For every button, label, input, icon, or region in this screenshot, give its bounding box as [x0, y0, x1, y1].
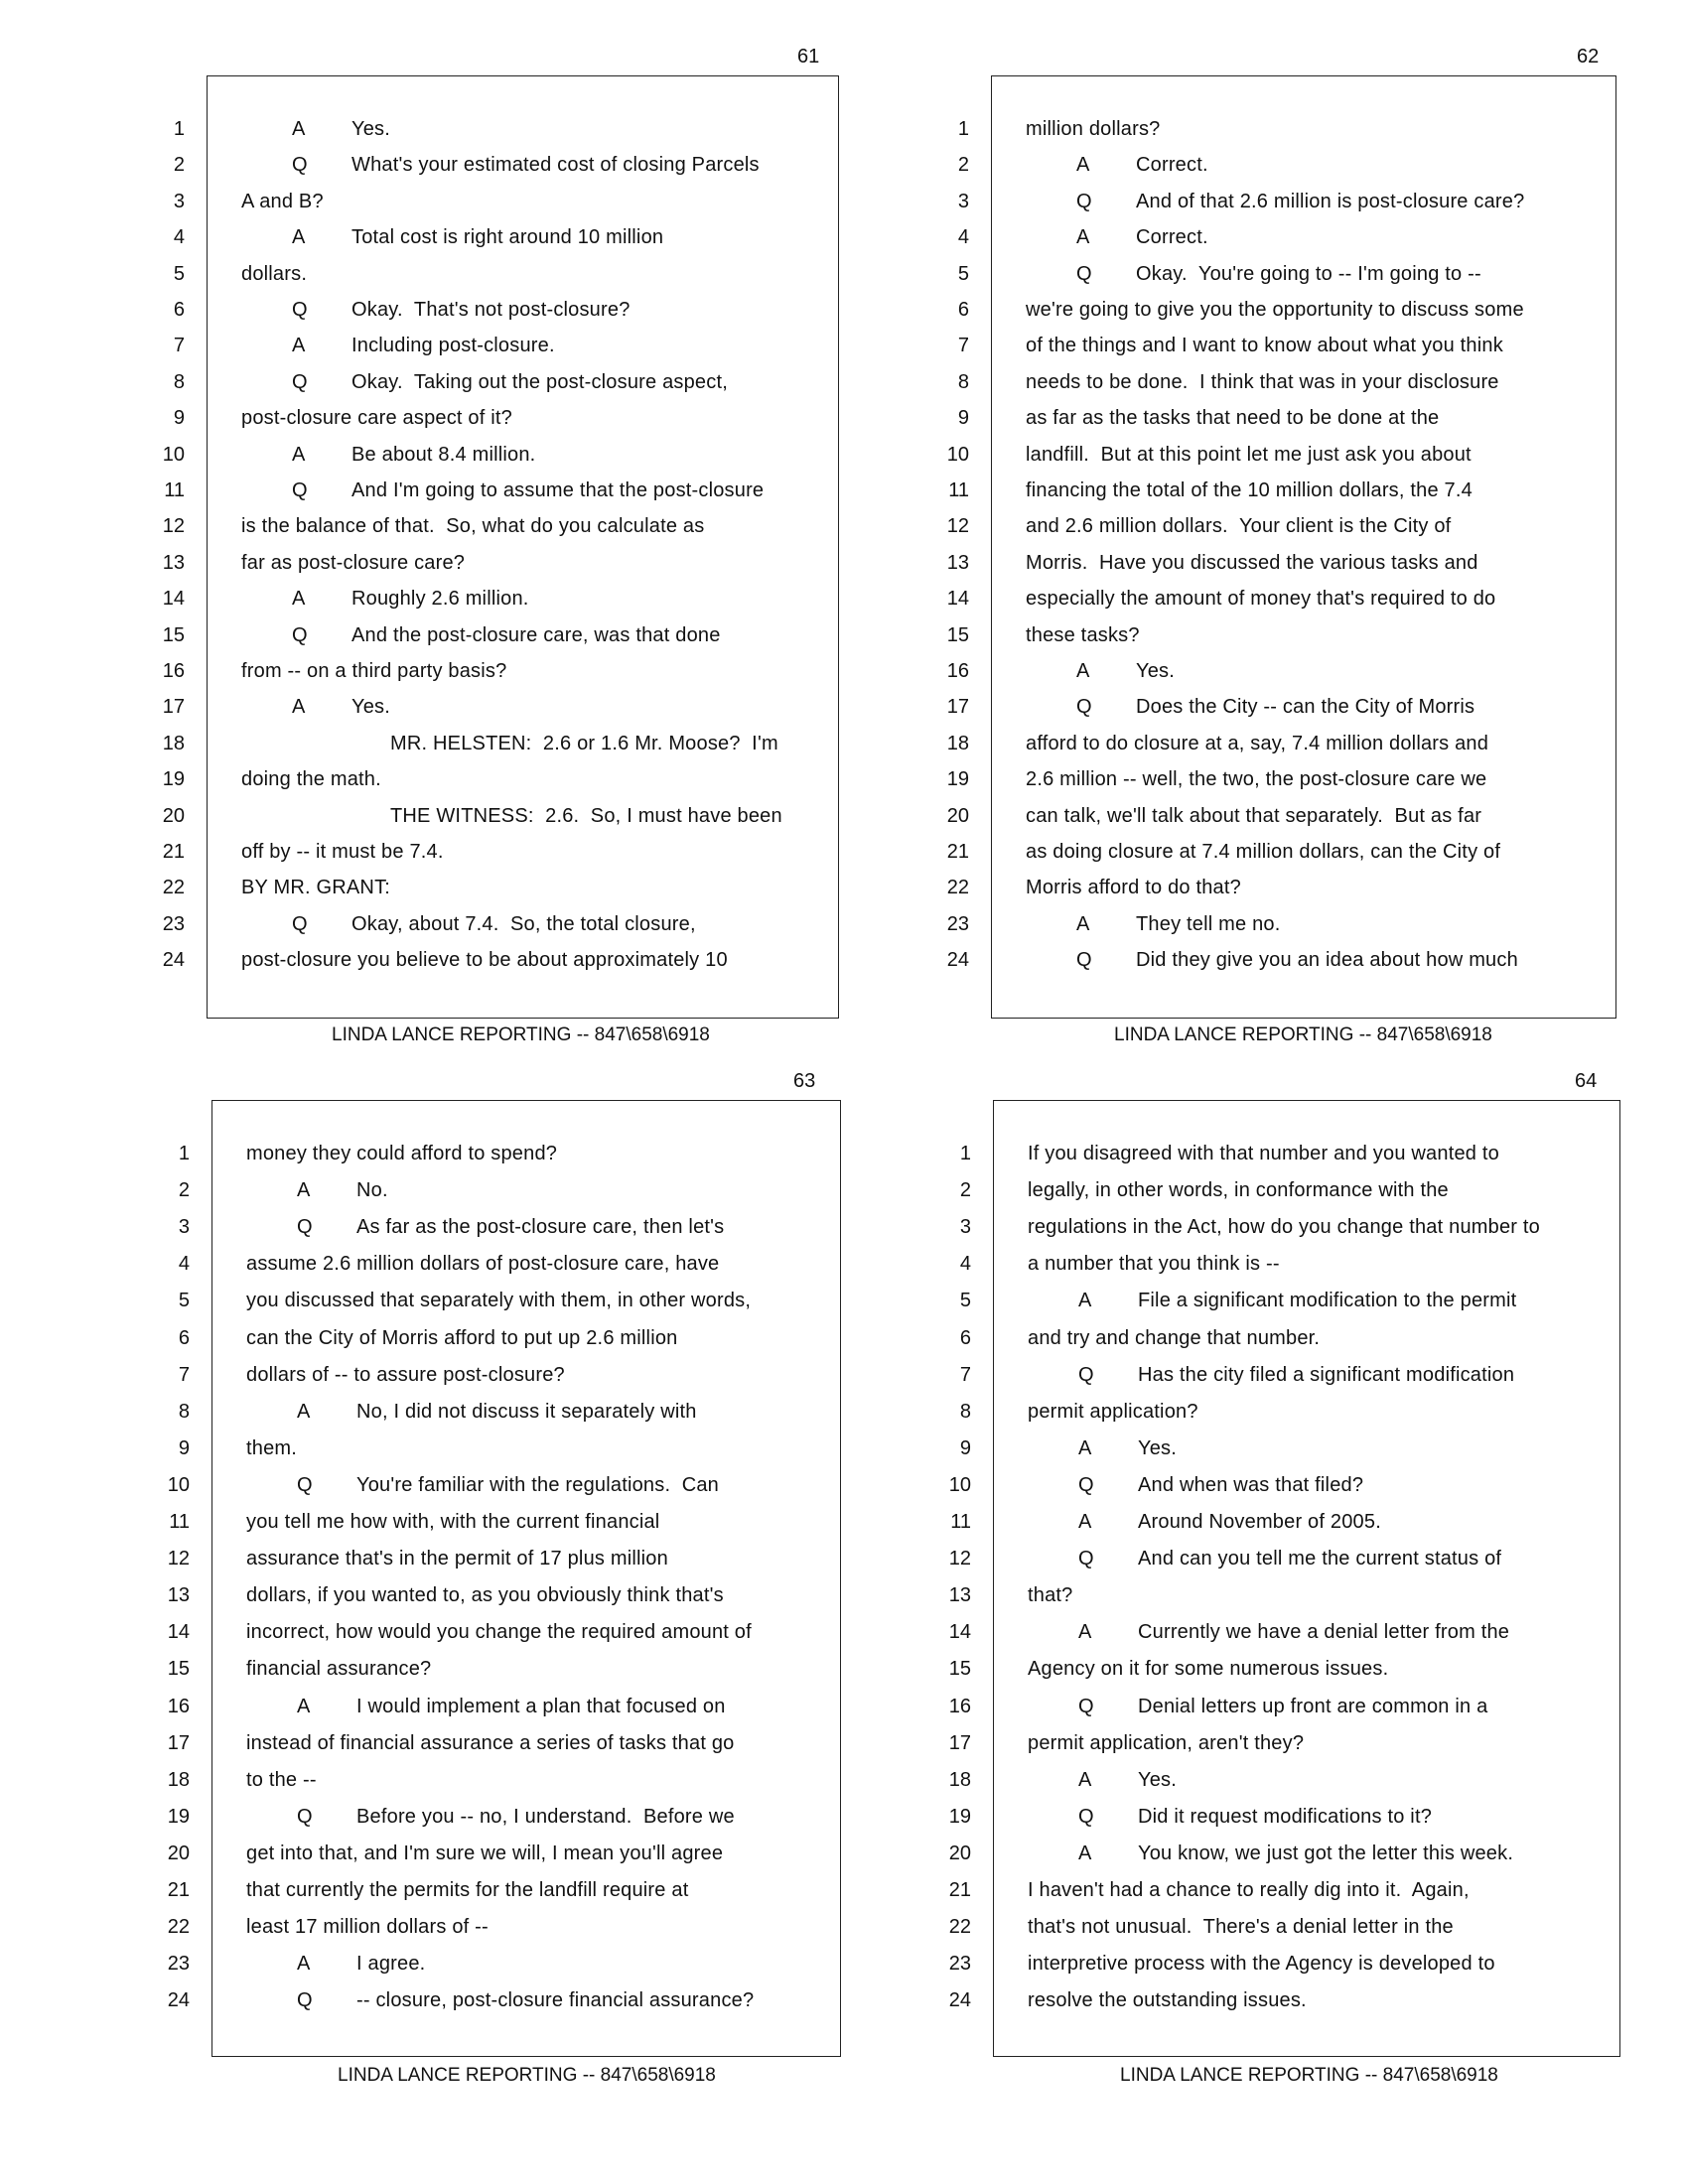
testimony-line: permit application? [1028, 1400, 1198, 1423]
testimony-line: dollars of -- to assure post-closure? [246, 1363, 565, 1386]
line-number: 21 [162, 841, 185, 863]
speaker-marker: Q [297, 1805, 313, 1828]
line-number: 14 [167, 1621, 190, 1644]
line-number: 15 [946, 623, 969, 646]
testimony-line: incorrect, how would you change the required amount of [246, 1621, 752, 1644]
line-number: 21 [946, 841, 969, 863]
line-number: 4 [957, 226, 969, 249]
testimony-line: especially the amount of money that's required to do [1026, 588, 1496, 611]
testimony-line: A and B? [241, 190, 324, 212]
testimony-line: Correct. [1136, 154, 1208, 177]
line-number: 5 [957, 262, 969, 285]
speaker-marker: A [297, 1695, 311, 1717]
testimony-line: doing the math. [241, 768, 381, 791]
line-number: 7 [178, 1363, 190, 1386]
line-number: 4 [173, 226, 185, 249]
testimony-line: Morris afford to do that? [1026, 877, 1241, 899]
testimony-line: post-closure you believe to be about approximately 10 [241, 949, 728, 972]
line-number: 13 [948, 1584, 971, 1607]
testimony-line: Yes. [1138, 1768, 1177, 1791]
line-number: 9 [957, 407, 969, 430]
line-number: 11 [950, 1511, 971, 1533]
testimony-line: Denial letters up front are common in a [1138, 1695, 1488, 1717]
testimony-line: that's not unusual. There's a denial letter in the [1028, 1916, 1454, 1939]
speaker-marker: A [297, 1953, 311, 1976]
line-number: 12 [948, 1548, 971, 1570]
line-number: 19 [946, 768, 969, 791]
testimony-line: legally, in other words, in conformance with the [1028, 1179, 1449, 1202]
speaker-marker: A [292, 696, 306, 719]
testimony-line: resolve the outstanding issues. [1028, 1989, 1307, 2012]
speaker-marker: Q [292, 479, 308, 501]
reporter-footer: LINDA LANCE REPORTING -- 847\658\6918 [1120, 2065, 1498, 2086]
line-number: 17 [946, 696, 969, 719]
testimony-line: BY MR. GRANT: [241, 877, 391, 899]
testimony-line: post-closure care aspect of it? [241, 407, 512, 430]
speaker-marker: A [297, 1400, 311, 1423]
testimony-line: And of that 2.6 million is post-closure care? [1136, 190, 1525, 212]
testimony-line: to the -- [246, 1768, 317, 1791]
testimony-line: No, I did not discuss it separately with [356, 1400, 697, 1423]
line-number: 20 [948, 1842, 971, 1864]
testimony-line: and 2.6 million dollars. Your client is the City of [1026, 515, 1452, 538]
line-number: 16 [946, 660, 969, 682]
reporter-footer: LINDA LANCE REPORTING -- 847\658\6918 [1114, 1024, 1492, 1045]
speaker-marker: A [1078, 1511, 1092, 1533]
testimony-line: Yes. [351, 118, 390, 140]
page-border [211, 1100, 841, 2057]
line-number: 13 [167, 1584, 190, 1607]
testimony-line: Roughly 2.6 million. [351, 588, 529, 611]
speaker-marker: Q [1078, 1548, 1094, 1570]
line-number: 1 [178, 1143, 190, 1164]
line-number: 12 [162, 515, 185, 538]
line-number: 5 [178, 1290, 190, 1312]
speaker-marker: Q [292, 912, 308, 935]
testimony-line: What's your estimated cost of closing Parcels [351, 154, 760, 177]
line-number: 11 [169, 1511, 190, 1533]
testimony-line: I would implement a plan that focused on [356, 1695, 726, 1717]
line-number: 10 [948, 1473, 971, 1496]
line-number: 12 [946, 515, 969, 538]
speaker-marker: A [1076, 912, 1090, 935]
speaker-marker: A [292, 335, 306, 357]
line-number: 2 [957, 154, 969, 177]
testimony-line: -- closure, post-closure financial assurance? [356, 1989, 755, 2012]
testimony-line: Has the city filed a significant modification [1138, 1363, 1515, 1386]
speaker-marker: A [1076, 226, 1090, 249]
testimony-line: I haven't had a chance to really dig into it. Again, [1028, 1879, 1470, 1901]
testimony-line: as far as the tasks that need to be done at the [1026, 407, 1440, 430]
line-number: 24 [162, 949, 185, 972]
testimony-line: interpretive process with the Agency is developed to [1028, 1953, 1495, 1976]
line-number: 4 [959, 1253, 971, 1276]
testimony-line: Yes. [1138, 1436, 1177, 1459]
line-number: 15 [167, 1658, 190, 1681]
testimony-line: Including post-closure. [351, 335, 555, 357]
line-number: 18 [162, 732, 185, 754]
testimony-line: landfill. But at this point let me just ask you about [1026, 443, 1472, 466]
testimony-line: these tasks? [1026, 623, 1140, 646]
testimony-line: financing the total of the 10 million dollars, the 7.4 [1026, 479, 1473, 501]
line-number: 12 [167, 1548, 190, 1570]
testimony-line: them. [246, 1436, 298, 1459]
speaker-marker: Q [297, 1989, 313, 2012]
line-number: 8 [957, 370, 969, 393]
speaker-marker: A [297, 1179, 311, 1202]
speaker-marker: Q [1078, 1695, 1094, 1717]
line-number: 1 [957, 118, 969, 140]
testimony-line: money they could afford to spend? [246, 1143, 558, 1164]
line-number: 16 [167, 1695, 190, 1717]
testimony-line: As far as the post-closure care, then let's [356, 1216, 725, 1239]
line-number: 23 [946, 912, 969, 935]
line-number: 6 [178, 1326, 190, 1349]
speaker-marker: A [1076, 154, 1090, 177]
speaker-marker: A [292, 443, 306, 466]
testimony-line: No. [356, 1179, 388, 1202]
testimony-line: Yes. [351, 696, 390, 719]
speaker-marker: A [292, 588, 306, 611]
line-number: 13 [946, 551, 969, 574]
testimony-line: dollars, if you wanted to, as you obviously think that's [246, 1584, 724, 1607]
testimony-line: as doing closure at 7.4 million dollars, can the City of [1026, 841, 1501, 863]
speaker-marker: A [1076, 660, 1090, 682]
line-number: 22 [946, 877, 969, 899]
testimony-line: If you disagreed with that number and you wanted to [1028, 1143, 1499, 1164]
line-number: 13 [162, 551, 185, 574]
testimony-line: Did they give you an idea about how much [1136, 949, 1518, 972]
testimony-line: Before you -- no, I understand. Before we [356, 1805, 735, 1828]
line-number: 16 [948, 1695, 971, 1717]
line-number: 11 [164, 479, 185, 501]
line-number: 14 [948, 1621, 971, 1644]
testimony-line: Okay. You're going to -- I'm going to -- [1136, 262, 1481, 285]
line-number: 23 [948, 1953, 971, 1976]
line-number: 18 [167, 1768, 190, 1791]
testimony-line: Around November of 2005. [1138, 1511, 1381, 1533]
testimony-line: And I'm going to assume that the post-closure [351, 479, 765, 501]
line-number: 9 [173, 407, 185, 430]
speaker-marker: Q [1078, 1363, 1094, 1386]
line-number: 22 [948, 1916, 971, 1939]
testimony-line: instead of financial assurance a series of tasks that go [246, 1731, 735, 1754]
testimony-line: of the things and I want to know about what you think [1026, 335, 1503, 357]
line-number: 3 [959, 1216, 971, 1239]
testimony-line: Morris. Have you discussed the various tasks and [1026, 551, 1478, 574]
testimony-line: afford to do closure at a, say, 7.4 million dollars and [1026, 732, 1489, 754]
line-number: 15 [162, 623, 185, 646]
testimony-line: you discussed that separately with them, in other words, [246, 1290, 752, 1312]
testimony-line: can talk, we'll talk about that separately. But as far [1026, 804, 1482, 827]
speaker-marker: A [1078, 1842, 1092, 1864]
line-number: 23 [167, 1953, 190, 1976]
speaker-marker: A [1078, 1621, 1092, 1644]
line-number: 11 [948, 479, 969, 501]
line-number: 22 [162, 877, 185, 899]
testimony-line: assurance that's in the permit of 17 plus million [246, 1548, 668, 1570]
testimony-line: financial assurance? [246, 1658, 432, 1681]
speaker-marker: Q [292, 299, 308, 321]
line-number: 3 [173, 190, 185, 212]
colloquy-line: THE WITNESS: 2.6. So, I must have been [390, 804, 782, 827]
testimony-line: And when was that filed? [1138, 1473, 1364, 1496]
speaker-marker: A [1078, 1436, 1092, 1459]
line-number: 3 [178, 1216, 190, 1239]
page-number: 62 [1577, 46, 1600, 68]
testimony-line: least 17 million dollars of -- [246, 1916, 489, 1939]
testimony-line: from -- on a third party basis? [241, 660, 507, 682]
speaker-marker: Q [297, 1216, 313, 1239]
line-number: 16 [162, 660, 185, 682]
testimony-line: You know, we just got the letter this week. [1138, 1842, 1514, 1864]
testimony-line: far as post-closure care? [241, 551, 466, 574]
line-number: 7 [957, 335, 969, 357]
testimony-line: assume 2.6 million dollars of post-closure care, have [246, 1253, 720, 1276]
line-number: 7 [959, 1363, 971, 1386]
testimony-line: Okay. Taking out the post-closure aspect, [351, 370, 728, 393]
testimony-line: a number that you think is -- [1028, 1253, 1280, 1276]
testimony-line: Does the City -- can the City of Morris [1136, 696, 1475, 719]
testimony-line: dollars. [241, 262, 308, 285]
line-number: 8 [178, 1400, 190, 1423]
testimony-line: needs to be done. I think that was in your disclosure [1026, 370, 1499, 393]
testimony-line: permit application, aren't they? [1028, 1731, 1305, 1754]
testimony-line: you tell me how with, with the current financial [246, 1511, 660, 1533]
line-number: 10 [167, 1473, 190, 1496]
line-number: 14 [162, 588, 185, 611]
speaker-marker: Q [292, 370, 308, 393]
line-number: 8 [173, 370, 185, 393]
testimony-line: Currently we have a denial letter from the [1138, 1621, 1510, 1644]
testimony-line: can the City of Morris afford to put up 2.6 million [246, 1326, 678, 1349]
speaker-marker: Q [1076, 190, 1092, 212]
testimony-line: is the balance of that. So, what do you calculate as [241, 515, 705, 538]
reporter-footer: LINDA LANCE REPORTING -- 847\658\6918 [338, 2065, 716, 2086]
page-number: 61 [797, 46, 820, 68]
line-number: 8 [959, 1400, 971, 1423]
testimony-line: 2.6 million -- well, the two, the post-closure care we [1026, 768, 1487, 791]
page-number: 64 [1575, 1070, 1598, 1092]
line-number: 18 [946, 732, 969, 754]
testimony-line: that currently the permits for the landfill require at [246, 1879, 689, 1901]
testimony-line: File a significant modification to the permit [1138, 1290, 1517, 1312]
testimony-line: that? [1028, 1584, 1073, 1607]
line-number: 18 [948, 1768, 971, 1791]
speaker-marker: A [292, 118, 306, 140]
testimony-line: Agency on it for some numerous issues. [1028, 1658, 1389, 1681]
line-number: 5 [173, 262, 185, 285]
line-number: 4 [178, 1253, 190, 1276]
line-number: 20 [162, 804, 185, 827]
line-number: 17 [948, 1731, 971, 1754]
line-number: 6 [959, 1326, 971, 1349]
speaker-marker: Q [1078, 1473, 1094, 1496]
speaker-marker: Q [297, 1473, 313, 1496]
testimony-line: Did it request modifications to it? [1138, 1805, 1433, 1828]
line-number: 17 [162, 696, 185, 719]
line-number: 20 [167, 1842, 190, 1864]
reporter-footer: LINDA LANCE REPORTING -- 847\658\6918 [332, 1024, 710, 1045]
speaker-marker: Q [1076, 696, 1092, 719]
line-number: 19 [162, 768, 185, 791]
line-number: 7 [173, 335, 185, 357]
line-number: 10 [162, 443, 185, 466]
testimony-line: And the post-closure care, was that done [351, 623, 721, 646]
line-number: 3 [957, 190, 969, 212]
line-number: 2 [178, 1179, 190, 1202]
line-number: 24 [948, 1989, 971, 2012]
speaker-marker: Q [292, 623, 308, 646]
testimony-line: Be about 8.4 million. [351, 443, 536, 466]
page-border [993, 1100, 1620, 2057]
speaker-marker: A [1078, 1768, 1092, 1791]
line-number: 22 [167, 1916, 190, 1939]
line-number: 21 [167, 1879, 190, 1901]
line-number: 17 [167, 1731, 190, 1754]
line-number: 1 [959, 1143, 971, 1164]
speaker-marker: A [292, 226, 306, 249]
testimony-line: Yes. [1136, 660, 1175, 682]
line-number: 15 [948, 1658, 971, 1681]
testimony-line: off by -- it must be 7.4. [241, 841, 444, 863]
testimony-line: They tell me no. [1136, 912, 1281, 935]
line-number: 5 [959, 1290, 971, 1312]
line-number: 1 [173, 118, 185, 140]
testimony-line: You're familiar with the regulations. Can [356, 1473, 720, 1496]
speaker-marker: Q [1076, 262, 1092, 285]
testimony-line: I agree. [356, 1953, 426, 1976]
testimony-line: Okay. That's not post-closure? [351, 299, 631, 321]
line-number: 20 [946, 804, 969, 827]
speaker-marker: Q [1078, 1805, 1094, 1828]
line-number: 2 [173, 154, 185, 177]
line-number: 19 [167, 1805, 190, 1828]
line-number: 24 [167, 1989, 190, 2012]
line-number: 6 [173, 299, 185, 321]
testimony-line: million dollars? [1026, 118, 1161, 140]
testimony-line: Correct. [1136, 226, 1208, 249]
colloquy-line: MR. HELSTEN: 2.6 or 1.6 Mr. Moose? I'm [390, 732, 778, 754]
line-number: 21 [948, 1879, 971, 1901]
line-number: 24 [946, 949, 969, 972]
testimony-line: get into that, and I'm sure we will, I mean you'll agree [246, 1842, 724, 1864]
line-number: 2 [959, 1179, 971, 1202]
speaker-marker: A [1078, 1290, 1092, 1312]
line-number: 9 [959, 1436, 971, 1459]
speaker-marker: Q [1076, 949, 1092, 972]
line-number: 19 [948, 1805, 971, 1828]
line-number: 9 [178, 1436, 190, 1459]
testimony-line: Okay, about 7.4. So, the total closure, [351, 912, 696, 935]
line-number: 10 [946, 443, 969, 466]
testimony-line: regulations in the Act, how do you change that number to [1028, 1216, 1540, 1239]
line-number: 14 [946, 588, 969, 611]
testimony-line: we're going to give you the opportunity to discuss some [1026, 299, 1524, 321]
testimony-line: And can you tell me the current status of [1138, 1548, 1502, 1570]
line-number: 6 [957, 299, 969, 321]
testimony-line: and try and change that number. [1028, 1326, 1321, 1349]
testimony-line: Total cost is right around 10 million [351, 226, 664, 249]
page-number: 63 [793, 1070, 816, 1092]
line-number: 23 [162, 912, 185, 935]
speaker-marker: Q [292, 154, 308, 177]
